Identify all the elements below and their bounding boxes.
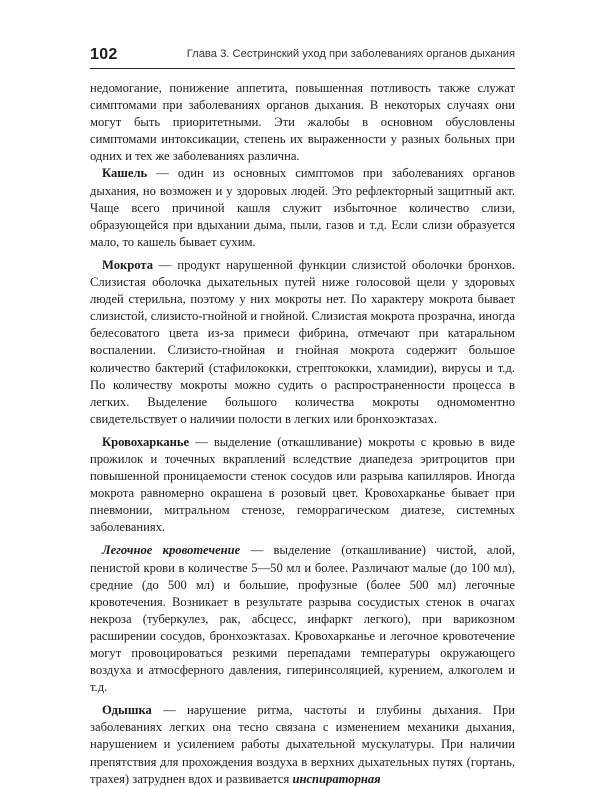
paragraph-cough (90, 165, 515, 250)
paragraph-intro: недомогание, понижение аппетита, повышенная потливость также служат симптомами при заболеваниях органов дыхания. В некоторых случаях они могут быть приоритетными. Эти жалобы в основном обусловлены симптомами интоксикации, степень их выраженности у разных больных при одних и тех же заболеваниях различна. (90, 81, 515, 164)
page-number: 102 (90, 46, 118, 63)
paragraph-sputum (90, 257, 515, 428)
paragraph-hemoptysis (90, 434, 515, 537)
paragraph-cough-text: — один из основных симптомов при заболеваниях органов дыхания, но возможен и у здоровых людей. Это рефлекторный защитный акт. Чаще всего причиной кашля служит избыточное количество слизи, образующейся при вдыхании дыма, пыли, газов и т.д. Если слизи образуется мало, то кашель бывает сухим. (90, 166, 515, 249)
term-sputum: Мокрота (102, 257, 154, 272)
term-pulmonary-bleeding: Легочное кровотечение (102, 543, 241, 558)
body-text (90, 80, 515, 788)
term-inspiratory: инспираторная (292, 771, 381, 786)
term-dyspnea: Одышка (102, 703, 152, 718)
paragraph-pulmonary-bleeding-text: — выделение (откашливание) чистой, алой, пенистой крови в количестве 5—50 мл и более. Различают малые (до 100 мл), средние (до 500 мл) и большие, профузные (более 500 мл) легочные кровотечения. Возникает в результате разрыва сосудистых стенок в очагах некроза (туберкулез, рак, абсцесс, инфаркт легкого), при варикозном расширении сосудов, бронхоэктазах. Кровохарканье и легочное кровотечение могут провоцироваться резкими перепадами температуры окружающего воздуха и атмосферного давления, гиперинсоляцией, курением, алкоголем и т.д. (90, 543, 515, 695)
paragraph-pulmonary-bleeding (90, 542, 515, 696)
running-head: Глава 3. Сестринский уход при заболеваниях органов дыхания (186, 48, 515, 60)
page-header (90, 44, 515, 69)
paragraph-dyspnea-text: — нарушение ритма, частоты и глубины дыхания. При заболеваниях легких она тесно связана с изменением механики дыхания, нарушением и усилением работы дыхательной мускулатуры. При наличии препятствия для прохождения воздуха в верхних дыхательных путях (гортань, трахея) затруднен вдох и развивается (90, 703, 515, 786)
paragraph-hemoptysis-text: — выделение (откашливание) мокроты с кровью в виде прожилок и точечных вкраплений вследствие диапедеза эритроцитов при повышенной проницаемости стенок сосудов или разрыва капилляров. Иногда мокрота равномерно окрашена в розовый цвет. Кровохарканье бывает при пневмонии, митральном стенозе, геморрагическом диатезе, системных заболеваниях. (90, 434, 515, 535)
paragraph-dyspnea (90, 702, 515, 787)
term-hemoptysis: Кровохарканье (102, 434, 190, 449)
term-cough: Кашель (102, 166, 148, 181)
paragraph-sputum-text: — продукт нарушенной функции слизистой оболочки бронхов. Слизистая оболочка дыхательных путей ниже голосовой щели у здоровых людей стерильна, поэтому у них мокроты нет. По характеру мокрота бывает слизистой, слизисто-гнойной и гнойной. Слизистая мокрота прозрачна, иногда белесоватого цвета из-за примеси фибрина, отмечают при катаральном воспалении. Слизисто-гнойная и гнойная мокрота содержит большое количество бактерий (стафилококки, стрептококки, хламидии), вирусы и т.д. По количеству мокроты можно судить о распространенности процесса в легких. Выделение большого количества мокроты одномоментно свидетельствует о наличии полости в легких или бронхоэктазах. (90, 257, 515, 426)
